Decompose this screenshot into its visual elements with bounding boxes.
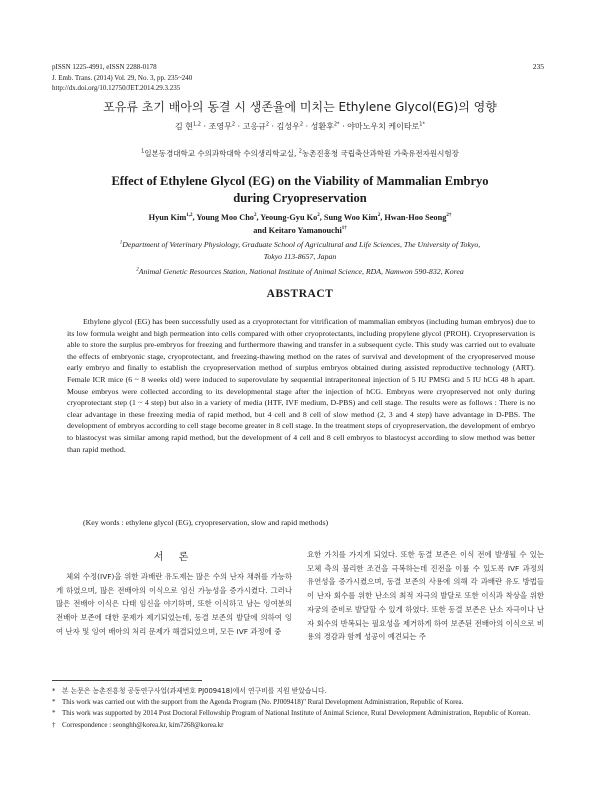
english-affiliation	[50, 239, 550, 278]
footnote-mark: *	[52, 698, 56, 707]
footnote-funding-english	[52, 697, 552, 708]
abstract-text: Ethylene glycol (EG) has been successfully used as a cryoprotectant for vitrification of mammalian embryos (including human embryos) due to its low formula weight and high permeation into cells compared with other cryoprotectants, including propylene glycol (PROH). Cryopreservation is able to store the surplus pre-embryos for freezing and furthermore thawing and transfer in a subsequent cycle. This study was carried out to evaluate the effects of embryonic stage, cryoprotectant, and freezing-thawing method on the rates of survival and development of the cryopreserved mouse early embryo and finally to establish the cryopreservation method of surplus embryos obtained during assisted reproductive technology (ART). Female ICR mice (6 ~ 8 weeks old) were induced to superovulate by sequential intraperitoneal injection of 5 IU PMSG and 5 IU hCG 48 h apart. Mouse embryos were collected according to its developmental stage after the injection of hCG. Embryos were cryopreserved not only during cryoprotectant step (1 ~ 4 step) but also in a variety of media (HTF, IVF medium, D-PBS) and cell stage. The results were as follows : There is no clear advantage in these freezing media of rapid method, but 4 cell and 8 cell of slow method (2, 3 and 4 step) have advantage in D-PBS. The development of embryos according to cell stage become greater in 8 cell stage. In the treatment steps of cryopreservation, the development of embryo to blastocyst was similar among rapid method, but the development of 4 cell and 8 cell embryos to blastocyst according to slow method was better than rapid method.	[67, 317, 535, 454]
footnote-divider	[52, 680, 202, 681]
doi-link[interactable]: http://dx.doi.org/10.12750/JET.2014.29.3.235	[52, 84, 181, 92]
english-authors	[40, 211, 560, 237]
english-title-line1: Effect of Ethylene Glycol (EG) on the Viability of Mammalian Embryo	[111, 174, 489, 188]
english-authors-line1: Hyun Kim$^{1,2}$, Young Moo Cho$^2$, Yeoung-Gyu Ko$^2$, Sung Woo Kim$^2$, Hwan-Hoo Seong$^{2\dagger}$	[148, 213, 452, 222]
footnote-mark: *	[52, 687, 56, 695]
keywords-text: (Key words : ethylene glycol (EG), cryopreservation, slow and rapid methods)	[83, 518, 329, 527]
english-authors-line2: and Keitaro Yamanouchi$^{1\dagger}$	[253, 226, 347, 235]
keywords	[67, 518, 535, 527]
korean-authors: 김 현$^{1,2}$ · 조영무$^2$ · 고응규$^2$ · 김성우$^2$ · 성환후$^{2*}$ · 야마노우치 케이타로$^{1*}$	[175, 121, 425, 131]
affiliation-2: $^2$Animal Genetic Resources Station, National Institute of Animal Science, RDA, Namwon 590-832, Korea	[136, 267, 464, 276]
intro-left-text: 체외 수정(IVF)을 위한 과배란 유도제는 많은 수의 난자 채취를 가능하게 하였으며, 많은 전배아의 이식으로 임신 가능성을 증가시켰다. 그러나 많은 전배아 이식은 다태 임신을 야기하며, 또한 이식하고 남는 잉여분의 전배아 보존에 대한 문제가 제기되었는데, 동결 보존의 발달에 의하여 잉여 난자 및 잉여 배아의 처리 문제가 해결되었으며, 모든 IVF 과정에 중	[56, 572, 292, 636]
abstract-heading: ABSTRACT	[266, 288, 334, 300]
korean-title: 포유류 초기 배아의 동결 시 생존율에 미치는 Ethylene Glycol(EG)의 영향	[103, 100, 497, 114]
section-heading-introduction: 서 론	[153, 552, 195, 563]
intro-left-column	[56, 570, 292, 639]
english-title	[40, 173, 560, 207]
intro-right-text: 요한 가치를 가지게 되었다. 또한 동결 보존은 이식 전에 발생될 수 있는 모체 측의 불리한 조건을 극복하는데 진전을 이룰 수 있도록 IVF 과정의 유연성을 증가시켰으며, 동결 보존의 사용에 의해 각 과배란 유도 방법들이 난자 회수를 위한 난소의 최적 자극의 발달로 또한 이식과 착상을 위한 자궁의 준비로 발달할 수 있게 하였다. 또한 동결 보존은 난소 자극이나 난자 회수의 반복되는 필요성을 제거하게 하여 보존된 전배아의 이식으로 비용의 경감과 함께 성공이 예견되는 주	[307, 550, 544, 642]
korean-affiliation: $^1$일본동경대학교 수의과학대학 수의생리학교실, $^2$농촌진흥청 국립축산과학원 가축유전자원시험장	[141, 148, 459, 158]
footnote-mark: *	[52, 709, 56, 718]
citation-line: J. Emb. Trans. (2014) Vol. 29, No. 3, pp. 235~240	[52, 73, 193, 82]
footnote-text: This work was carried out with the support from the Agenda Program (No. PJ009418)" Rural Development Administration, Republic of Korea.	[62, 698, 464, 707]
footnote-text: This work was supported by 2014 Post Doctoral Fellowship Program of National Institute of Animal Science, Rural Development Administration, Republic of Korean.	[62, 709, 531, 718]
issn-line: pISSN 1225-4991, eISSN 2288-0178	[52, 63, 157, 71]
footnote-text: 본 논문은 농촌진흥청 공동연구사업(과제번호 PJ009418)에서 연구비를 지원 받았습니다.	[62, 687, 327, 695]
abstract-body	[67, 316, 535, 455]
affiliation-1-city: Tokyo 113-8657, Japan	[263, 251, 337, 261]
footnotes	[52, 686, 552, 731]
english-title-line2: during Cryopreservation	[233, 191, 367, 205]
footnote-fellowship	[52, 708, 552, 719]
page-number: 235	[532, 62, 544, 71]
footnote-funding-korean	[52, 686, 552, 697]
footnote-mark: †	[52, 720, 56, 729]
footnote-correspondence	[52, 720, 552, 731]
footnote-text: Correspondence : seonghh@korea.kr, kim7268@korea.kr	[62, 720, 224, 729]
affiliation-1: $^1$Department of Veterinary Physiology, Graduate School of Agricultural and Life Sciences, The University of Tokyo,	[119, 240, 481, 249]
intro-right-column	[307, 548, 544, 644]
journal-meta	[52, 62, 192, 94]
